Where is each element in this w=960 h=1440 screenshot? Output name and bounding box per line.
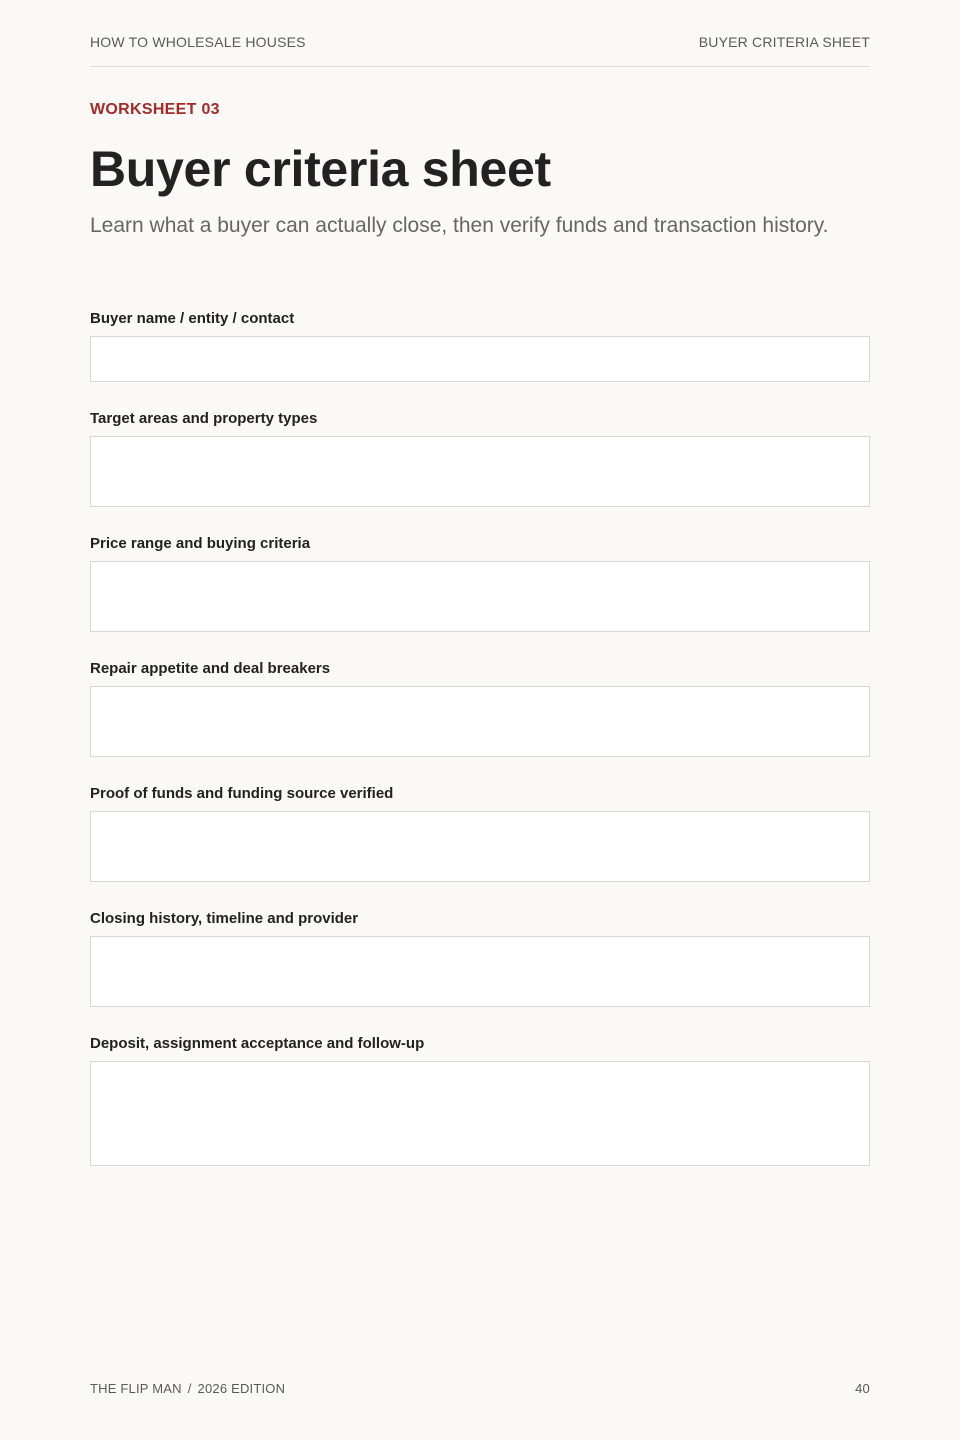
- header-divider: [90, 66, 870, 67]
- footer-separator: /: [187, 1381, 192, 1396]
- closing-history-label: Closing history, timeline and provider: [90, 910, 359, 927]
- price-range-label: Price range and buying criteria: [90, 535, 311, 552]
- target-areas-label: Target areas and property types: [90, 410, 318, 427]
- buyer-contact-field[interactable]: [90, 336, 870, 382]
- page-subtitle: Learn what a buyer can actually close, then verify funds and transaction history.: [90, 214, 829, 237]
- target-areas-field[interactable]: [90, 436, 870, 507]
- buyer-contact-label: Buyer name / entity / contact: [90, 310, 295, 327]
- proof-of-funds-field[interactable]: [90, 811, 870, 882]
- page-footer: [90, 1381, 870, 1396]
- deposit-followup-label: Deposit, assignment acceptance and follow-up: [90, 1035, 425, 1052]
- footer-publisher: THE FLIP MAN: [90, 1381, 182, 1396]
- repair-appetite-label: Repair appetite and deal breakers: [90, 660, 331, 677]
- page-title: Buyer criteria sheet: [90, 141, 551, 197]
- worksheet-number: WORKSHEET 03: [90, 101, 220, 118]
- section-title: BUYER CRITERIA SHEET: [698, 34, 870, 50]
- deposit-followup-field[interactable]: [90, 1061, 870, 1166]
- proof-of-funds-label: Proof of funds and funding source verified: [90, 785, 394, 802]
- repair-appetite-field[interactable]: [90, 686, 870, 757]
- page-number: 40: [855, 1381, 870, 1396]
- closing-history-field[interactable]: [90, 936, 870, 1007]
- footer-edition: 2026 EDITION: [197, 1381, 286, 1396]
- worksheet-page: [90, 0, 870, 1440]
- footer-imprint: [90, 1381, 285, 1396]
- running-header: [90, 34, 870, 50]
- price-range-field[interactable]: [90, 561, 870, 632]
- book-title: HOW TO WHOLESALE HOUSES: [90, 34, 306, 50]
